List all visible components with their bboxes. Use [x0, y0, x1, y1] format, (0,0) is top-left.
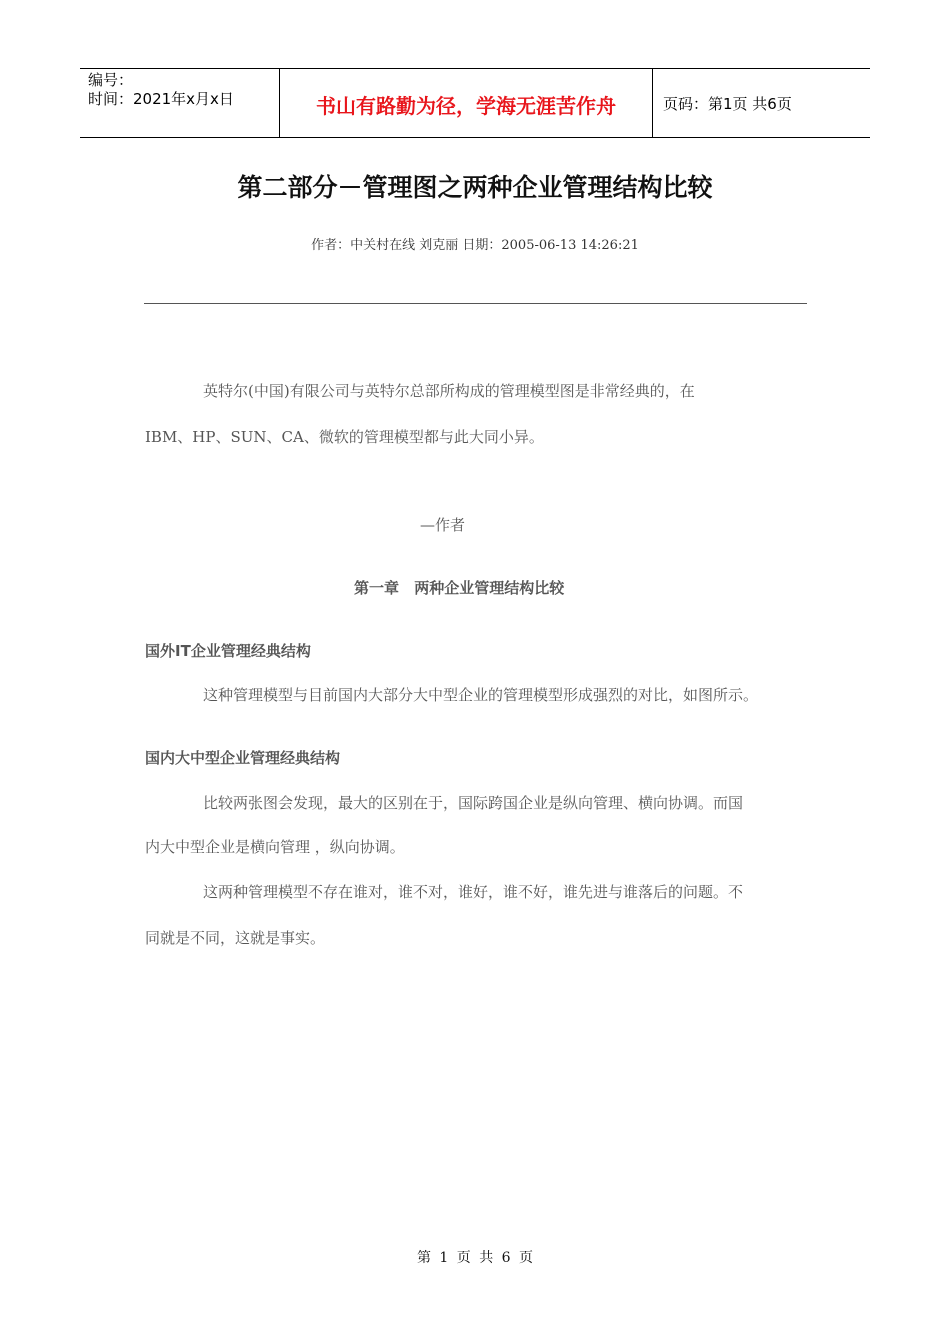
paragraph3-line-2: 同就是不同，这就是事实。: [145, 929, 326, 947]
paragraph2-line-1: 比较两张图会发现，最大的区别在于，国际跨国企业是纵向管理、横向协调。而国: [203, 794, 744, 812]
time-label: 时间：2021年x月x日: [88, 90, 234, 108]
article-meta: 作者：中关村在线 刘克丽 日期：2005-06-13 14:26:21: [311, 238, 639, 253]
header-info-cell: [80, 69, 280, 137]
section2-heading: 国内大中型企业管理经典结构: [145, 749, 341, 767]
paragraph2-line-2: 内大中型企业是横向管理 ，纵向协调。: [145, 838, 405, 856]
document-header-table: [80, 68, 870, 138]
paragraph3-line-1: 这两种管理模型不存在谁对，谁不对，谁好，谁不好，谁先进与谁落后的问题。不: [203, 883, 744, 901]
chapter-heading: 第一章 两种企业管理结构比较: [354, 579, 565, 597]
divider-line: [144, 303, 807, 304]
number-label: 编号：: [88, 71, 134, 89]
intro-line-1: 英特尔(中国)有限公司与英特尔总部所构成的管理模型图是非常经典的，在: [203, 382, 695, 400]
article-title: 第二部分－管理图之两种企业管理结构比较: [237, 173, 713, 202]
motto-text: 书山有路勤为径，学海无涯苦作舟: [316, 93, 616, 118]
section1-paragraph: 这种管理模型与目前国内大部分大中型企业的管理模型形成强烈的对比，如图所示。: [203, 686, 759, 704]
page-info: 页码：第1页 共6页: [663, 94, 792, 113]
section1-heading: 国外IT企业管理经典结构: [145, 642, 311, 660]
header-page-cell: [653, 69, 870, 137]
header-motto-cell: [280, 69, 653, 137]
intro-line-2: IBM、HP、SUN、CA、微软的管理模型都与此大同小异。: [145, 428, 544, 446]
page-footer: 第 1 页 共 6 页: [416, 1250, 534, 1266]
signature: —作者: [420, 516, 466, 534]
